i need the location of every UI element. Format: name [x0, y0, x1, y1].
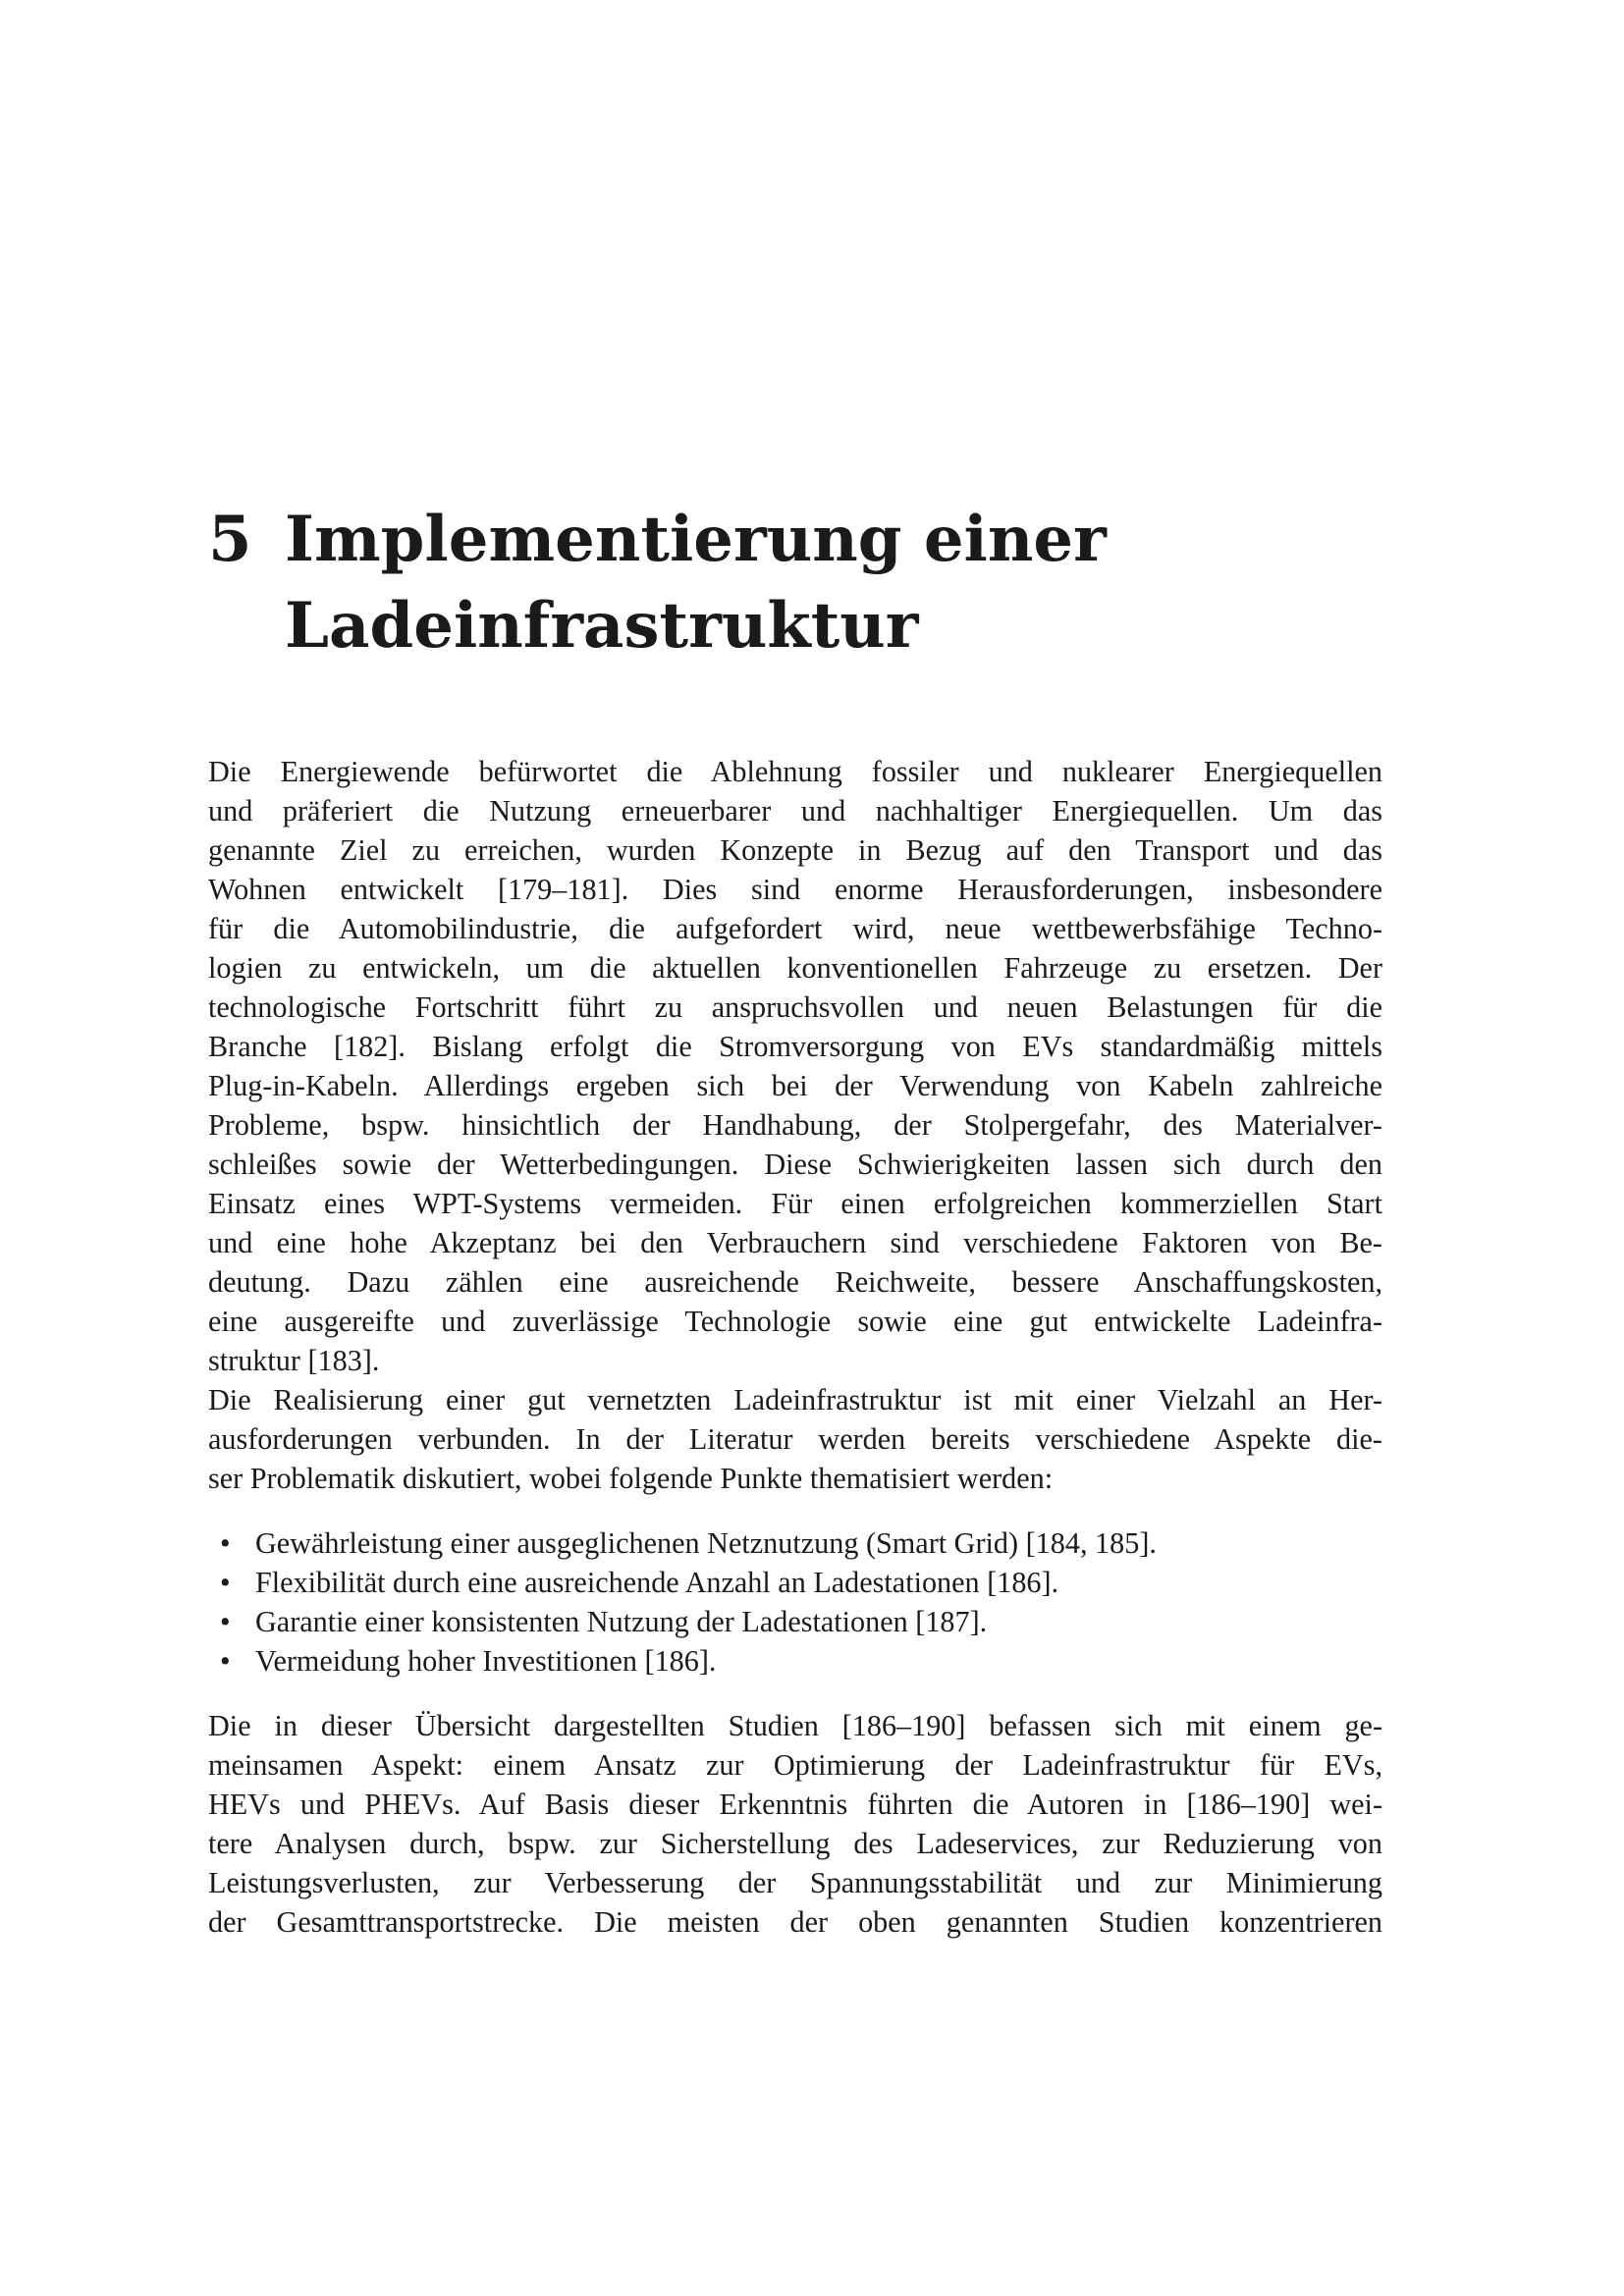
text-line: Plug-in-Kabeln. Allerdings ergeben sich bei der Verwendung von Kabeln zahlreiche — [208, 1069, 1382, 1102]
text-line: tere Analysen durch, bspw. zur Sicherstellung des Ladeservices, zur Reduzierung von — [208, 1827, 1382, 1860]
bullet-icon: • — [220, 1526, 231, 1560]
text-line: Probleme, bspw. hinsichtlich der Handhabung, der Stolpergefahr, des Materialver- — [208, 1108, 1382, 1142]
text-line: Leistungsverlusten, zur Verbesserung der Spannungsstabilität und zur Minimierung — [208, 1866, 1382, 1899]
chapter-title-line-2: Ladeinfrastruktur — [285, 589, 919, 663]
text-line: schleißes sowie der Wetterbedingungen. Diese Schwierigkeiten lassen sich durch den — [208, 1148, 1382, 1181]
text-line: logien zu entwickeln, um die aktuellen konventionellen Fahrzeuge zu ersetzen. Der — [208, 951, 1382, 985]
text-line: Branche [182]. Bislang erfolgt die Stromversorgung von EVs standardmäßig mittels — [208, 1030, 1382, 1063]
text-line: für die Automobilindustrie, die aufgefordert wird, neue wettbewerbsfähige Techno- — [208, 912, 1382, 945]
bullet-icon: • — [220, 1605, 231, 1638]
text-line: ser Problematik diskutiert, wobei folgende Punkte thematisiert werden: — [208, 1462, 1054, 1495]
chapter-title-line-1: Implementierung einer — [285, 503, 1107, 576]
list-item — [220, 1602, 1382, 1641]
text-line: HEVs und PHEVs. Auf Basis dieser Erkenntnis führten die Autoren in [186–190] wei- — [208, 1788, 1382, 1821]
text-line: genannte Ziel zu erreichen, wurden Konzepte in Bezug auf den Transport und das — [208, 833, 1382, 867]
chapter-heading — [208, 497, 1426, 669]
text-line: Die Realisierung einer gut vernetzten Ladeinfrastruktur ist mit einer Vielzahl an Her- — [208, 1383, 1382, 1416]
text-line: meinsamen Aspekt: einem Ansatz zur Optimierung der Ladeinfrastruktur für EVs, — [208, 1748, 1382, 1782]
bullet-icon: • — [220, 1566, 231, 1599]
text-line: technologische Fortschritt führt zu anspruchsvollen und neuen Belastungen für die — [208, 990, 1382, 1024]
paragraph-intro — [208, 752, 1382, 1380]
list-item-text: Garantie einer konsistenten Nutzung der Ladestationen [187]. — [255, 1605, 988, 1638]
text-line: der Gesamttransportstrecke. Die meisten der oben genannten Studien konzentrieren — [208, 1905, 1382, 1939]
text-line: ausforderungen verbunden. In der Literatur werden bereits verschiedene Aspekte die- — [208, 1422, 1382, 1456]
list-item-text: Flexibilität durch eine ausreichende Anzahl an Ladestationen [186]. — [255, 1566, 1059, 1599]
text-line: und präferiert die Nutzung erneuerbarer und nachhaltiger Energiequellen. Um das — [208, 794, 1382, 828]
chapter-title — [285, 497, 1426, 669]
list-item — [220, 1563, 1382, 1602]
list-item — [220, 1523, 1382, 1563]
text-line: struktur [183]. — [208, 1344, 380, 1377]
paragraph-challenges — [208, 1380, 1382, 1498]
text-line: Die in dieser Übersicht dargestellten Studien [186–190] befassen sich mit einem ge- — [208, 1709, 1382, 1742]
list-item — [220, 1641, 1382, 1681]
paragraph-studies — [208, 1706, 1382, 1942]
list-item-text: Vermeidung hoher Investitionen [186]. — [255, 1644, 717, 1678]
text-line: Wohnen entwickelt [179–181]. Dies sind enorme Herausforderungen, insbesondere — [208, 873, 1382, 906]
text-line: Einsatz eines WPT-Systems vermeiden. Für einen erfolgreichen kommerziellen Start — [208, 1187, 1382, 1220]
list-item-text: Gewährleistung einer ausgeglichenen Netznutzung (Smart Grid) [184, 185]. — [255, 1526, 1157, 1560]
text-line: Die Energiewende befürwortet die Ablehnung fossiler und nuklearer Energiequellen — [208, 755, 1382, 788]
text-line: und eine hohe Akzeptanz bei den Verbrauchern sind verschiedene Faktoren von Be- — [208, 1226, 1382, 1259]
text-line: eine ausgereifte und zuverlässige Technologie sowie eine gut entwickelte Ladeinfra- — [208, 1305, 1382, 1338]
chapter-number: 5 — [208, 503, 252, 576]
body-text — [208, 752, 1382, 1942]
bullet-list — [208, 1523, 1382, 1681]
text-line: deutung. Dazu zählen eine ausreichende Reichweite, bessere Anschaffungskosten, — [208, 1265, 1382, 1299]
bullet-icon: • — [220, 1644, 231, 1678]
